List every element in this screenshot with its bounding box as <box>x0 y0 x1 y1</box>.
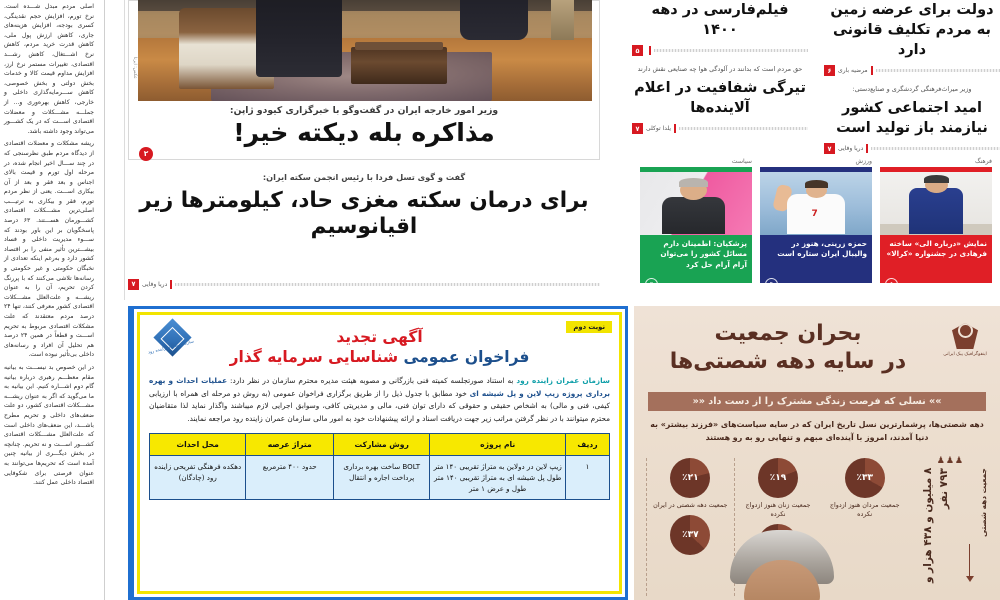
advert-project-name: عملیات احداث و بهره برداری پروژه زیپ لاین و پل شیشه ای <box>149 376 611 398</box>
card-page-badge[interactable]: ۴ <box>765 278 778 291</box>
advert-title-line1: آگهی تجدید <box>336 328 423 346</box>
pie-chart-icon <box>758 458 798 498</box>
headline-text[interactable]: امید اجتماعی کشور نیازمند باز تولید است <box>836 100 988 136</box>
byline-name: دریا وفایی <box>142 280 168 288</box>
stat-label: جمعیت مردان هنوز ازدواج نکرده <box>829 501 900 518</box>
advertisement[interactable] <box>128 306 628 600</box>
lead-story-title[interactable]: مذاکره بله دیکته خیر! <box>233 118 495 147</box>
category-card-culture[interactable] <box>880 158 992 294</box>
arrow-down-icon <box>969 544 971 578</box>
stat-label: جمعیت دهه شصتی در ایران <box>653 501 728 509</box>
advert-table <box>149 433 610 500</box>
population-value: ۸ میلیون و ۴۳۸ هزار و ۷۹۳ نفر <box>922 468 950 584</box>
card-caption[interactable]: حمزه زرینی، هنوز در والیبال ایران ستاره است <box>760 235 872 283</box>
table-row <box>150 456 610 500</box>
infographic[interactable] <box>634 306 1000 600</box>
headline-text[interactable]: دولت برای عرضه زمین به مردم تکلیف قانونی دارد <box>830 2 994 58</box>
advertisement-inner <box>137 312 622 594</box>
stat-label: جمعیت زنان هنوز ازدواج نکرده <box>745 501 811 518</box>
byline-bar <box>824 65 1000 76</box>
page-number[interactable]: ۷ <box>128 279 139 290</box>
card-caption[interactable]: نمایش «درباره الی» ساخته فرهادی در جشنواره «کرالا» <box>880 235 992 283</box>
category-card-politics[interactable] <box>640 158 752 294</box>
category-label: فرهنگ <box>974 158 992 165</box>
infographic-logo <box>942 316 988 358</box>
category-card-sports[interactable] <box>760 158 872 294</box>
advert-title-blue: فراخوان عمومی <box>403 348 530 366</box>
headline-block[interactable] <box>824 0 1000 76</box>
card-page-badge[interactable]: ۵ <box>885 278 898 291</box>
byline-rule <box>679 127 808 130</box>
infographic-portrait <box>730 530 834 600</box>
byline-tick-icon <box>649 46 651 55</box>
table-header-cell: نام پروژه <box>430 434 566 456</box>
card-photo <box>640 172 752 235</box>
photo-credit: عکس: ایرنا <box>132 57 137 79</box>
second-story-byline-bar <box>128 278 600 290</box>
pie-chart-icon <box>670 515 710 555</box>
advert-title-line2 <box>149 348 610 366</box>
column-divider <box>124 0 125 300</box>
card-page-badge[interactable]: ۳ <box>645 278 658 291</box>
column-divider <box>104 0 105 600</box>
lead-story-page-badge[interactable]: ۲ <box>139 141 153 161</box>
lead-story-card[interactable] <box>128 0 600 160</box>
advert-body-part1: به استناد صورتجلسه کمیته فنی بازرگانی و مصوبه هیئت مدیره محترم سازمان در نظر دارد: <box>227 376 517 385</box>
byline-bar <box>632 45 808 56</box>
stat-item <box>670 515 710 558</box>
editorial-paragraph: اصلی مردم مبدل شـــده است. نرخ تورم، افزایش حجم نقدینگی، کسری بودجه، افزایش هزینه‌های جاری، کاهش ارزش پول ملی، کاهش قدرت خرید مردم، کاهش نرخ اشـــتغال، کاهش رشـــد اقتصادی، تغییرات مستمر نرخ ارز، افزایش مداوم قیمت کالا و خدمات بخش دولتی و بخش خصوصی، کاهش ســـرمایه‌گذاری داخلی و خارجی، کاهش بهره‌وری و... از جملـــه مشـــکلات و معضلات اقتصادی اســـت که در یک کشـــور می‌تواند وجود داشته باشد. <box>4 3 94 135</box>
category-label: سیاست <box>731 158 752 165</box>
advert-body <box>149 375 610 425</box>
stat-column <box>821 458 908 596</box>
pie-value: ٪۲۱ <box>682 473 699 483</box>
editorial-column <box>0 0 98 600</box>
byline-bar <box>824 143 1000 154</box>
infographic-logo-icon <box>952 323 978 349</box>
stat-item <box>827 458 902 519</box>
infographic-total-population <box>914 456 994 596</box>
byline-bar <box>632 123 808 134</box>
card-photo: 7 <box>760 172 872 235</box>
second-story-title[interactable]: برای درمان سکته مغزی حاد، کیلومترها زیر اقیانوسیم <box>139 188 589 239</box>
byline-name: مرضیه باری <box>838 67 868 74</box>
byline-tick-icon <box>871 66 873 75</box>
second-story[interactable] <box>128 172 600 240</box>
table-header-cell: روش مشارکت <box>334 434 430 456</box>
byline-name: دریا وفایی <box>838 145 864 152</box>
byline-tick-icon <box>866 144 868 153</box>
headline-column-right <box>824 0 1000 162</box>
page-number[interactable]: ۷ <box>824 143 835 154</box>
infographic-title-line1: بحران جمعیت <box>714 321 862 346</box>
page-number[interactable]: ۵ <box>632 45 643 56</box>
stat-item <box>653 458 727 510</box>
advert-badge: نوبت دوم <box>566 321 612 333</box>
pie-chart-icon <box>670 458 710 498</box>
byline-name: یلدا توکلی <box>646 125 671 132</box>
byline-rule <box>876 69 1000 72</box>
byline-tick-icon <box>674 124 676 133</box>
byline-tick-icon <box>170 280 172 289</box>
category-label: ورزش <box>855 158 872 165</box>
headline-kicker: حق مردم است که بدانند در آلودگی هوا چه صنایعی نقش دارند <box>637 65 803 73</box>
headline-block[interactable] <box>632 0 808 56</box>
pie-value: ٪۱۹ <box>769 473 787 483</box>
infographic-title-line2: در سایه دهه شصتی‌ها <box>669 349 907 374</box>
page-number[interactable]: ۶ <box>824 65 835 76</box>
right-headlines <box>632 0 1000 152</box>
card-caption[interactable]: پزشکیان: اطمینان دارم مسائل کشور را می‌توان آرام آرام حل کرد <box>640 235 752 283</box>
advert-title-red: شناسایی سرمایه گذار <box>229 348 399 366</box>
editorial-paragraph: در این خصوص بد نیســـت به بیانیه مقام معظـــم رهبری درباره بیانیه گام دوم اشـــاره کنیم. این بیانیه به ما می‌گوید که اگر به عنوان ریشـــه مشـــکلات اقتصادی کشور، دو علت ضعف‌های داخلی و تحریم مطرح باشـــد، این ضعف‌های داخلی است که علت‌العلل مشـــکلات اقتصادی کشـــور اســـت و نه تحریم. چنانچه در بخش دیگـــری از بیانیه چنین آمده است که تحریم‌ها می‌توانند به عنوان فرصتی برای شکوفایی اقتصاد داخلی عمل کنند. <box>4 363 94 487</box>
table-cell: زیپ لاین در دولاین به متراژ تقریبی ۱۴۰ متر طول پل شیشه ای به متراژ تقریبی ۱۴۰ متر طول و عرض ۱ متر <box>430 456 566 500</box>
pie-value: ٪۳۳ <box>856 473 873 483</box>
headline-block[interactable] <box>824 84 1000 154</box>
second-story-kicker: گفت و گوی تسل فردا با رئیس انجمن سکته ایران: <box>262 172 466 182</box>
main-column <box>128 0 600 300</box>
byline-rule <box>175 283 600 286</box>
table-cell: ۱ <box>566 456 610 500</box>
people-icon: ♟♟♟ <box>936 456 964 466</box>
lead-story-photo <box>138 0 592 101</box>
pie-chart-icon <box>845 458 885 498</box>
table-cell: دهکده فرهنگی تفریحی زاینده رود (چادگان) <box>150 456 246 500</box>
population-label: جمعیت دهه شصتی <box>979 468 988 537</box>
headline-text[interactable]: فیلم‌فارسی در دهه ۱۴۰۰ <box>651 2 789 38</box>
page-number[interactable]: ۷ <box>632 123 643 134</box>
headline-text[interactable]: تیرگی شفافیت در اعلام آلاینده‌ها <box>634 80 806 116</box>
stat-item <box>741 458 816 519</box>
table-cell: حدود ۴۰۰ مترمربع <box>246 456 334 500</box>
headline-column-left <box>632 0 808 142</box>
headline-block[interactable] <box>632 64 808 134</box>
advert-body-part2: خود مطابق با جدول ذیل را از طریق برگزاری فراخوان عمومی (به روش دو مرحله ای همراه با ارزیابی کیفی، فنی و مالی) به اشخاص حقیقی و حقوقی که دارای توان فنی، مالی و مدیریتی کافی، وسوابق اجرایی لازم میباشند واگذار نماید لذا متقاضیان محترم میتوانند با در نظر گرفتن مراتب زیر جهت دریافت اسناد و ارائه پیشنهادات خود به امور مالی سازمان عمران زاینده رود مراجعه نمایند. <box>149 388 610 423</box>
infographic-lead-text: دهه شصتی‌ها، پرشمارترین نسل تاریخ ایران که در سایه سیاست‌های «فرزند بیشتر» به دنیا آمدند، امروز با آینده‌ای مبهم و تنهایی رو به رو هستند <box>650 420 984 442</box>
category-cards <box>640 158 992 294</box>
lead-story-kicker: وزیر امور خارجه ایران در گفت‌وگو با خبرگزاری کیودو ژاپن: <box>229 105 499 116</box>
headline-kicker: وزیر میراث‌فرهنگی گردشگری و صنایع‌دستی: <box>852 85 972 93</box>
byline-rule <box>654 49 808 52</box>
organization-logo-text: سازمان عمران زاینده رود <box>147 339 195 356</box>
table-header-row <box>150 434 610 456</box>
card-photo <box>880 172 992 235</box>
infographic-subtitle-strip: »» نسلی که فرصت زندگی مشترک را از دست داد «« <box>648 392 986 411</box>
table-header-cell: ردیف <box>566 434 610 456</box>
table-cell: BOLT ساخت بهره برداری پرداخت اجاره و انتقال <box>334 456 430 500</box>
infographic-logo-text: اینفوگرافیک پیک ایرانی <box>943 352 987 357</box>
stat-column <box>646 458 734 596</box>
table-header-cell: محل احداث <box>150 434 246 456</box>
editorial-paragraph: ریشه مشکلات و معضلات اقتصادی از دیدگاه مردم طبق نظرسنجی که در چند ســـال اخیر انجام شده، در مرحله اول تورم و قیمت بالای اجناس و بعد فقر و بعد از آن بیکاری اســـت. یعنی از نظر مردم تورم، فقر و بیکاری به ترتیـــب اصلی‌ترین مشـــکلات اقتصادی کشـــورمان هســـتند. ۶۳ درصد پاسخگویان بر این باور بودند که ســـوء مدیریت داخلی و فساد بیشـــترین تأثیر منفی را بر اقتصاد کشور دارد و به‌رغم اینکه تعدادی از نخبگان حکومتی و غیر حکومتی و رسانه‌ها تلاشی می‌کنند که با پررنگ کردن تحریم، آن را به عنوان ریشـــه و علت‌العلل مشـــکلات اقتصادی کشور معرفی کنند، تنها ۲۴ درصد مردم معتقدند که علت مشکلات اقتصادی مربوط به تحریم اســـت و قطعاً در همین ۲۴ درصد هم تحلیل آن افراد و رسانه‌های داخلی بی‌تأثیر نبوده است. <box>4 140 95 359</box>
byline-rule <box>871 147 1000 150</box>
pie-value: ٪۳۷ <box>682 530 699 540</box>
table-header-cell: متراژ عرصه <box>246 434 334 456</box>
infographic-title <box>642 320 934 376</box>
advert-org-name: سازمان عمران زاینده رود <box>516 376 610 385</box>
